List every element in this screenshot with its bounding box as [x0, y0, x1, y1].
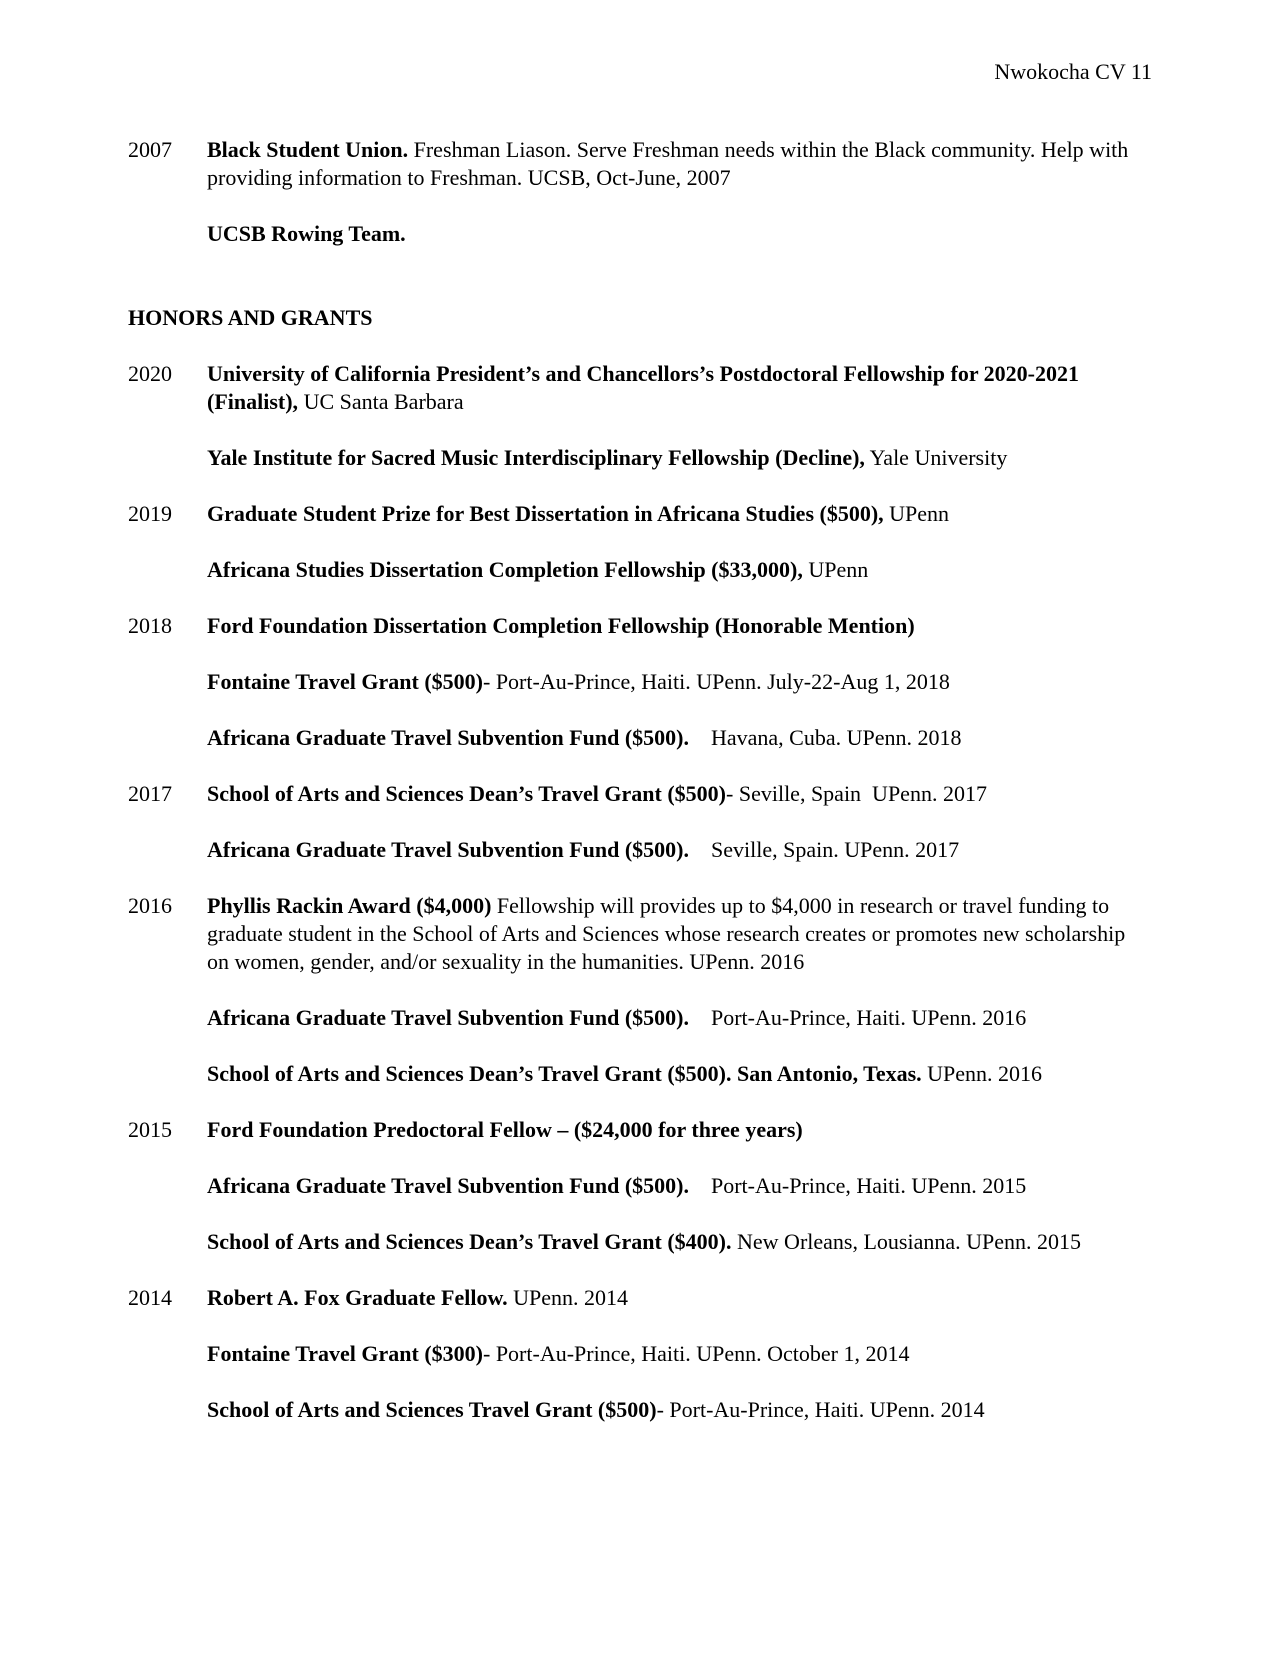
- honor-entry: [128, 612, 1138, 640]
- entry-text: Freshman Liason. Serve Freshman needs within the Black community. Help with providing information to Freshman. UCSB, Oct-June, 2007: [207, 137, 1134, 190]
- honor-entry: [128, 1340, 1138, 1368]
- entry-title: Ford Foundation Predoctoral Fellow – ($24,000 for three years): [207, 1117, 803, 1142]
- entry-text: Seville, Spain. UPenn. 2017: [689, 837, 960, 862]
- entry-body: [207, 724, 1138, 752]
- entry-title: Robert A. Fox Graduate Fellow.: [207, 1285, 508, 1310]
- entry-year: 2016: [128, 893, 172, 918]
- entry-year: 2007: [128, 137, 172, 162]
- entry-title: School of Arts and Sciences Dean’s Travel Grant ($400).: [207, 1229, 732, 1254]
- honor-entry: [128, 444, 1138, 472]
- entry-text: - Port-Au-Prince, Haiti. UPenn. October 1, 2014: [483, 1341, 910, 1366]
- honor-entry: [128, 780, 1138, 808]
- honor-entry: [128, 1284, 1138, 1312]
- entry-text: - Port-Au-Prince, Haiti. UPenn. July-22-Aug 1, 2018: [483, 669, 950, 694]
- entry-body: [207, 1284, 1138, 1312]
- entry-body: [207, 360, 1138, 416]
- entry-body: [207, 220, 1138, 248]
- entry-year: [128, 1060, 207, 1088]
- entry-text: Yale University: [864, 445, 1008, 470]
- entry-text: Port-Au-Prince, Haiti. UPenn. 2015: [689, 1173, 1027, 1198]
- entry-title: Ford Foundation Dissertation Completion Fellowship (Honorable Mention): [207, 613, 915, 638]
- activity-entry: [128, 220, 1138, 248]
- entry-year: 2015: [128, 1117, 172, 1142]
- honor-entry: [128, 360, 1138, 416]
- entry-title: Africana Graduate Travel Subvention Fund ($500).: [207, 1005, 689, 1030]
- entry-year: [128, 1340, 207, 1368]
- entry-text: New Orleans, Lousianna. UPenn. 2015: [731, 1229, 1082, 1254]
- entry-year: [128, 444, 207, 472]
- entry-year: 2018: [128, 613, 172, 638]
- entry-title: Africana Studies Dissertation Completion Fellowship ($33,000),: [207, 557, 803, 582]
- entry-year: [128, 556, 207, 584]
- entry-year: [128, 1004, 207, 1032]
- entry-title: Africana Graduate Travel Subvention Fund ($500).: [207, 1173, 689, 1198]
- entry-year: [128, 836, 207, 864]
- entry-title: Phyllis Rackin Award ($4,000): [207, 893, 492, 918]
- entry-body: [207, 780, 1138, 808]
- entry-year: 2017: [128, 781, 172, 806]
- honor-entry: [128, 836, 1138, 864]
- honor-entry: [128, 1228, 1138, 1256]
- section-heading: HONORS AND GRANTS: [128, 305, 373, 330]
- entry-year: [128, 724, 207, 752]
- entry-year: [128, 1172, 207, 1200]
- entry-body: [207, 836, 1138, 864]
- entry-title: School of Arts and Sciences Dean’s Travel Grant ($500). San Antonio, Texas.: [207, 1061, 922, 1086]
- activity-entry: [128, 136, 1138, 192]
- entry-title: Black Student Union.: [207, 137, 409, 162]
- entry-title: School of Arts and Sciences Travel Grant ($500): [207, 1397, 657, 1422]
- entry-year: [128, 220, 207, 248]
- entry-body: [207, 444, 1138, 472]
- entry-title: Africana Graduate Travel Subvention Fund ($500).: [207, 725, 689, 750]
- entry-text: Fellowship will provides up to $4,000 in research or travel funding to graduate student in the School of Arts and Sciences whose research creates or promotes new scholarship on women, gender, and/or sexuality in the humanities. UPenn. 2016: [207, 893, 1126, 974]
- entry-text: - Port-Au-Prince, Haiti. UPenn. 2014: [656, 1397, 985, 1422]
- honor-entry: [128, 1172, 1138, 1200]
- entry-body: [207, 892, 1138, 976]
- entry-body: [207, 1060, 1138, 1088]
- entry-body: [207, 136, 1138, 192]
- honors-list: [128, 360, 1138, 1424]
- honor-entry: [128, 1396, 1138, 1424]
- entry-title: School of Arts and Sciences Dean’s Travel Grant ($500): [207, 781, 727, 806]
- entry-body: [207, 1004, 1138, 1032]
- entry-title: Africana Graduate Travel Subvention Fund ($500).: [207, 837, 689, 862]
- entry-year: [128, 1396, 207, 1424]
- entry-title: Graduate Student Prize for Best Dissertation in Africana Studies ($500),: [207, 501, 884, 526]
- entry-text: - Seville, Spain UPenn. 2017: [726, 781, 987, 806]
- honor-entry: [128, 1060, 1138, 1088]
- entry-body: [207, 1228, 1138, 1256]
- honor-entry: [128, 1116, 1138, 1144]
- entry-title: Yale Institute for Sacred Music Interdisciplinary Fellowship (Decline),: [207, 445, 865, 470]
- entry-year: [128, 1228, 207, 1256]
- entry-body: [207, 1340, 1138, 1368]
- entry-text: UPenn. 2016: [921, 1061, 1043, 1086]
- entry-year: 2019: [128, 501, 172, 526]
- running-header: Nwokocha CV 11: [994, 59, 1152, 84]
- entry-title: University of California President’s and Chancellors’s Postdoctoral Fellowship for 2020-2021 (Finalist),: [207, 361, 1080, 414]
- entry-body: [207, 612, 1138, 640]
- entry-text: UC Santa Barbara: [298, 389, 464, 414]
- honor-entry: [128, 668, 1138, 696]
- entry-year: 2020: [128, 361, 172, 386]
- entry-text: Havana, Cuba. UPenn. 2018: [689, 725, 962, 750]
- entry-title: UCSB Rowing Team.: [207, 221, 406, 246]
- entry-title: Fontaine Travel Grant ($300): [207, 1341, 483, 1366]
- honor-entry: [128, 724, 1138, 752]
- honor-entry: [128, 556, 1138, 584]
- honor-entry: [128, 500, 1138, 528]
- entry-body: [207, 1396, 1138, 1424]
- entry-title: Fontaine Travel Grant ($500): [207, 669, 483, 694]
- entry-body: [207, 500, 1138, 528]
- entry-body: [207, 1172, 1138, 1200]
- honor-entry: [128, 892, 1138, 976]
- entry-text: UPenn: [883, 501, 950, 526]
- entry-year: 2014: [128, 1285, 172, 1310]
- entry-body: [207, 556, 1138, 584]
- entry-body: [207, 1116, 1138, 1144]
- entry-text: Port-Au-Prince, Haiti. UPenn. 2016: [689, 1005, 1027, 1030]
- activities-list: [128, 136, 1138, 1452]
- honor-entry: [128, 1004, 1138, 1032]
- entry-year: [128, 668, 207, 696]
- entry-text: UPenn. 2014: [507, 1285, 629, 1310]
- entry-body: [207, 668, 1138, 696]
- entry-text: UPenn: [802, 557, 869, 582]
